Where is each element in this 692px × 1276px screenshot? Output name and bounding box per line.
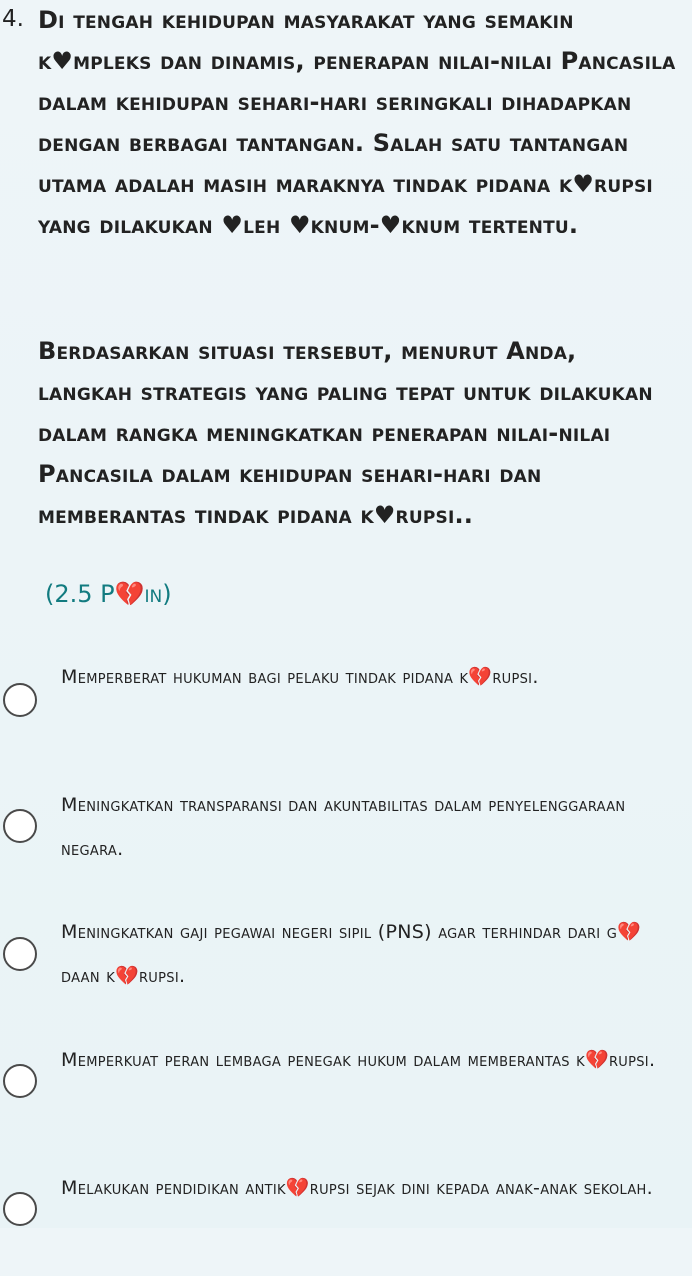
question-text: Di tengah kehidupan masyarakat yang semakin k♥mpleks dan dinamis, penerapan nilai-nilai Pancasila dalam kehidupan sehari-hari seringkali dihadapkan dengan berbagai tantangan. Salah satu tantangan utama adalah masih maraknya tindak pidana k♥rupsi yang dilakukan ♥leh ♥knum-♥knum tertentu. <box>38 6 676 239</box>
option-label[interactable]: Meningkatkan gaji pegawai negeri sipil (PNS) agar terhindar dari g💔daan k💔rupsi. <box>61 921 642 987</box>
radio-button[interactable] <box>3 1192 37 1226</box>
option-label[interactable]: Memperkuat peran lembaga penegak hukum dalam memberantas k💔rupsi. <box>61 1049 656 1071</box>
points-label: (2.5 P💔in) <box>45 580 172 608</box>
option-label[interactable]: Memperberat hukuman bagi pelaku tindak pidana k💔rupsi. <box>61 666 539 688</box>
radio-button[interactable] <box>3 809 37 843</box>
radio-button[interactable] <box>3 683 37 717</box>
radio-button[interactable] <box>3 937 37 971</box>
option-3[interactable] <box>0 910 692 1020</box>
option-label[interactable]: Melakukan pendidikan antik💔rupsi sejak dini kepada anak-anak sekolah. <box>61 1177 653 1199</box>
option-label[interactable]: Meningkatkan transparansi dan akuntabilitas dalam penyelenggaraan negara. <box>61 794 626 860</box>
question-prompt: Berdasarkan situasi tersebut, menurut Anda, langkah strategis yang paling tepat untuk dilakukan dalam rangka meningkatkan penerapan nilai-nilai Pancasila dalam kehidupan sehari-hari dan memberantas tindak pidana k♥rupsi.. <box>38 337 653 529</box>
radio-button[interactable] <box>3 1064 37 1098</box>
option-5[interactable] <box>0 1166 692 1276</box>
question-number: 4. <box>2 6 24 32</box>
option-2[interactable] <box>0 783 692 893</box>
option-1[interactable] <box>0 655 692 765</box>
option-4[interactable] <box>0 1038 692 1148</box>
